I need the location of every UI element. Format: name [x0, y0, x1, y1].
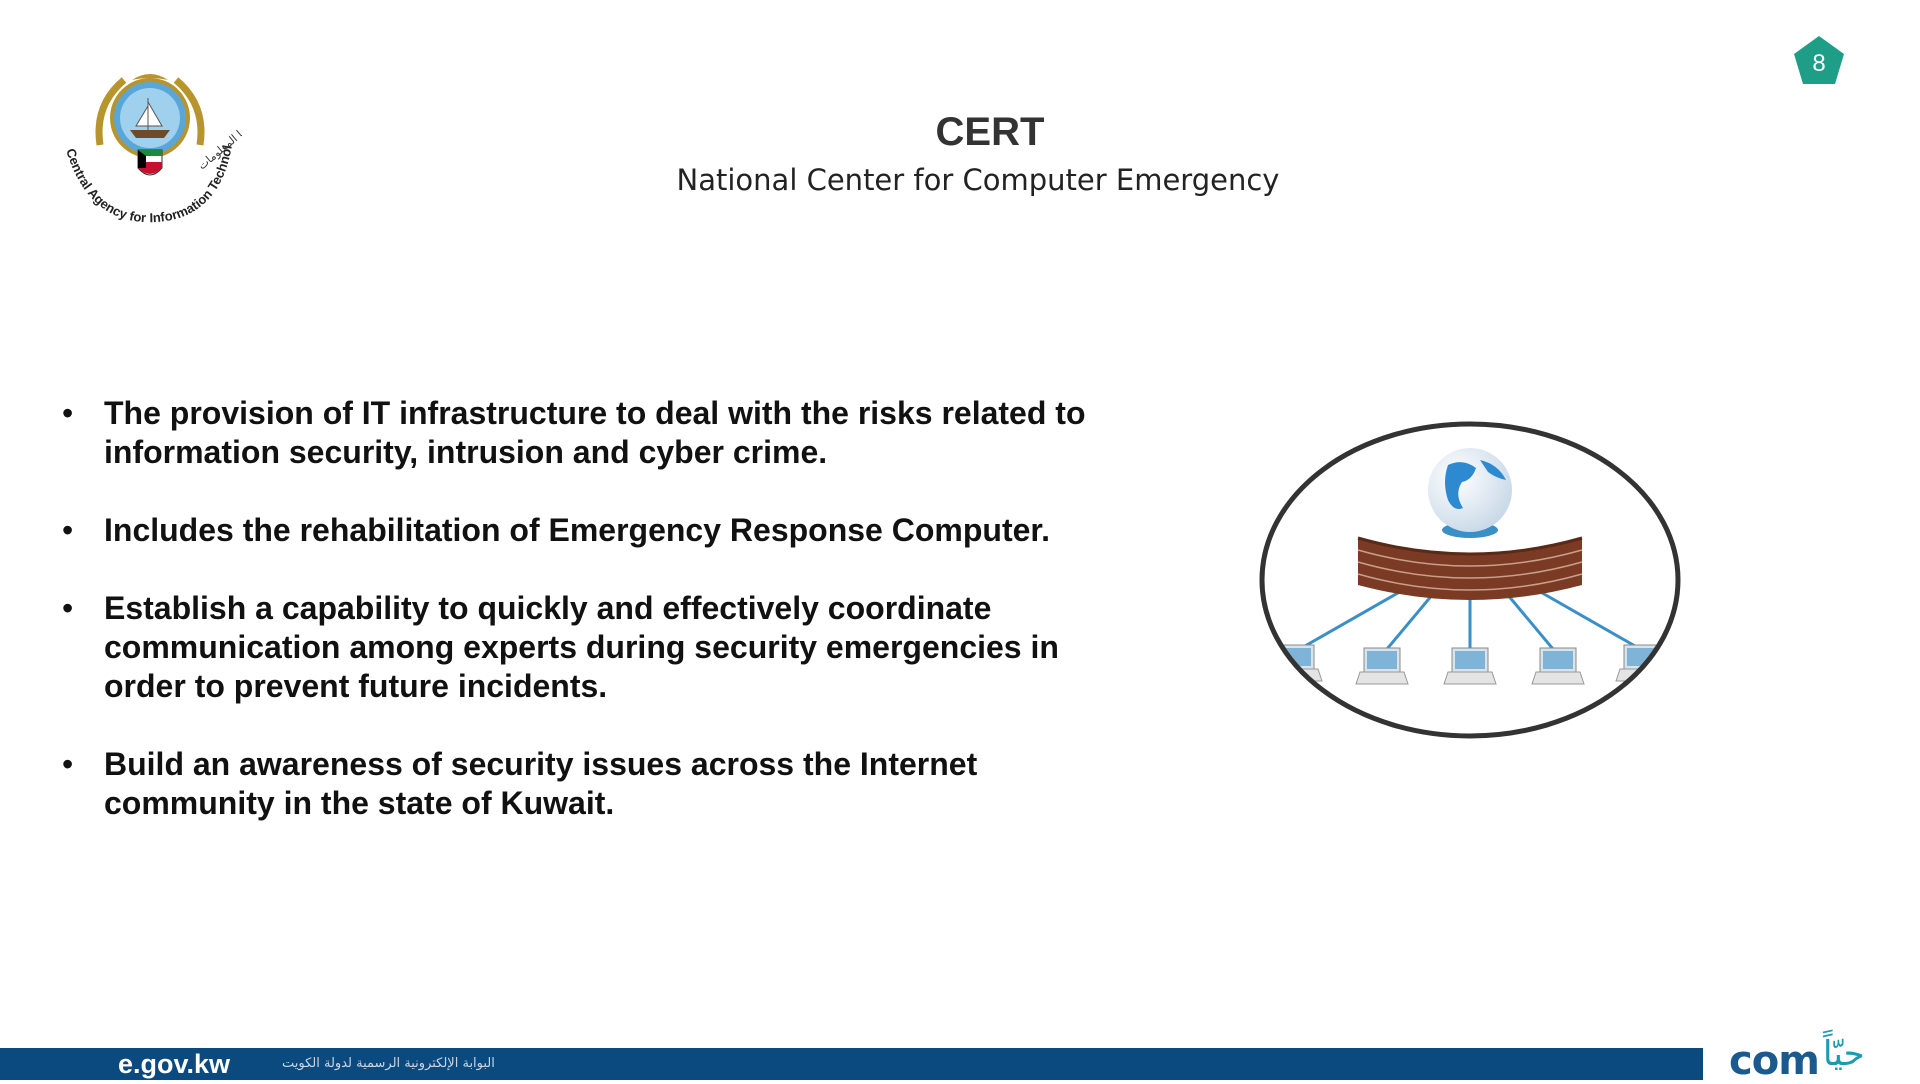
bullet-list	[62, 394, 1122, 862]
bullet-text: Establish a capability to quickly and effectively coordinate communication among experts during security emergencies in order to prevent future incidents.	[104, 590, 1059, 704]
firewall-network-graphic	[1258, 420, 1683, 740]
logo-arabic-text: لتكنولوجيا المعلومات	[195, 101, 242, 173]
hayyakom-logo	[1725, 1030, 1905, 1084]
firewall-network-illustration	[1258, 420, 1683, 740]
list-item	[62, 394, 1122, 472]
list-item	[62, 511, 1122, 550]
bullet-text: The provision of IT infrastructure to deal with the risks related to information security, intrusion and cyber crime.	[104, 395, 1086, 470]
bullet-dot: •	[62, 746, 74, 782]
slide-subtitle: National Center for Computer Emergency	[676, 163, 1280, 197]
list-item	[62, 589, 1122, 706]
page-number: 8	[1812, 50, 1826, 77]
bullet-text: Includes the rehabilitation of Emergency Response Computer.	[104, 512, 1050, 548]
footer-domain-link[interactable]: e.gov.kw	[118, 1049, 231, 1079]
footer-arabic-tagline: البوابة الإلكترونية الرسمية لدولة الكويت	[282, 1056, 495, 1071]
logo-english-text: Central Agency for Information Technol	[63, 143, 235, 226]
brand-arabic-text: حيّاً	[1823, 1034, 1865, 1074]
list-item	[62, 745, 1122, 823]
bullet-dot: •	[62, 395, 74, 431]
bullet-text: Build an awareness of security issues across the Internet community in the state of Kuwait.	[104, 746, 978, 821]
brand-latin-text: com	[1729, 1038, 1819, 1084]
bullet-dot: •	[62, 512, 74, 548]
bullet-dot: •	[62, 590, 74, 626]
slide-title: CERT	[935, 110, 1045, 154]
page-number-badge	[1790, 32, 1848, 90]
footer-bar	[0, 1048, 1703, 1080]
